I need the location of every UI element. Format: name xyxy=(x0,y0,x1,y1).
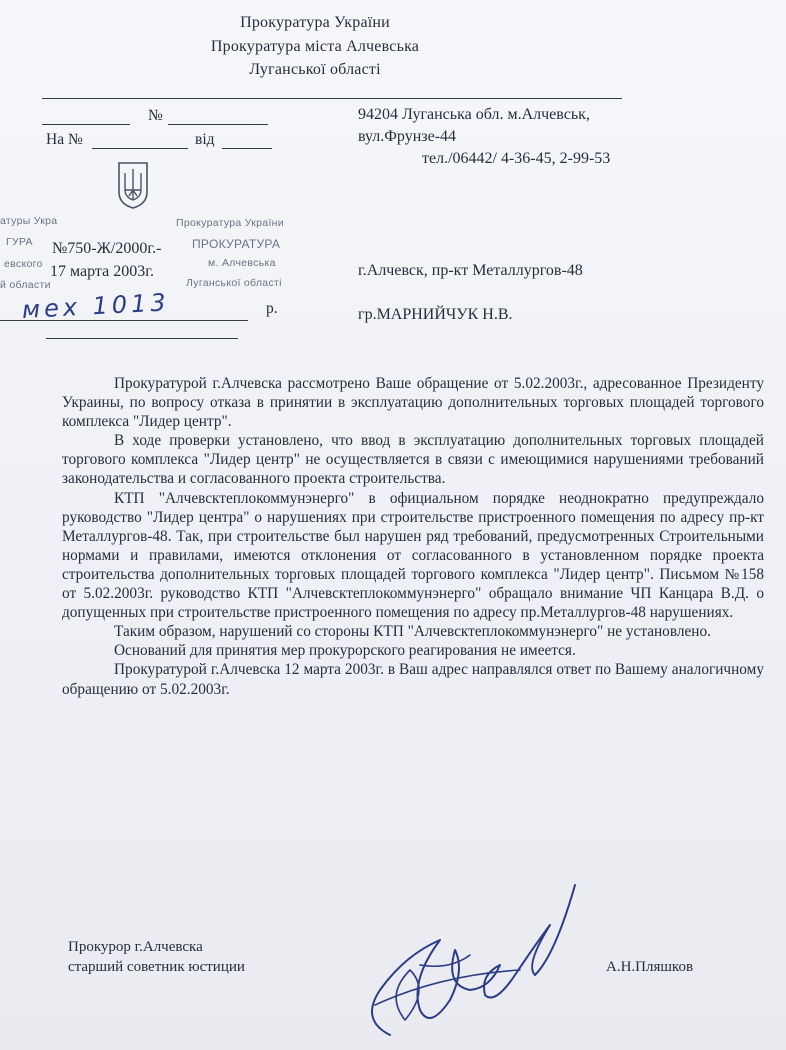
body-paragraph: Прокуратурой г.Алчевска 12 марта 2003г. в Ваш адрес направлялся ответ по Вашему аналогичному обращению от 5.02.2003г. xyxy=(62,661,764,698)
left-stamp-line-1: атуры Укра xyxy=(0,215,58,227)
outgoing-registration-number: №750-Ж/2000г.- xyxy=(52,240,162,257)
sender-phone: тел./06442/ 4-36-45, 2-99-53 xyxy=(422,150,611,167)
letterhead-divider xyxy=(42,98,622,99)
signatory-title-line-1: Прокурор г.Алчевска xyxy=(68,939,203,955)
letterhead-line-3: Луганської області xyxy=(249,61,381,78)
letter-body xyxy=(62,374,764,699)
sender-address-line-2: вул.Фрунзе-44 xyxy=(358,128,457,145)
recipient-name: гр.МАРНИЙЧУК Н.В. xyxy=(358,306,513,323)
outgoing-number-sign: № xyxy=(148,107,163,124)
coat-of-arms-icon xyxy=(116,160,150,210)
body-paragraph: Таким образом, нарушений со стороны КТП "Алчевсктеплокоммунэнерго" не установлено. xyxy=(114,623,711,641)
right-stamp-line-1: Прокуратура України xyxy=(176,217,284,229)
incoming-date-line xyxy=(222,148,272,149)
handwritten-signature-icon xyxy=(350,870,590,1045)
left-stamp-line-3: евского xyxy=(4,258,43,270)
right-stamp-line-2: ПРОКУРАТУРА xyxy=(192,237,281,251)
incoming-date-label: від xyxy=(195,131,215,148)
secondary-line xyxy=(46,338,238,339)
incoming-number-label: На № xyxy=(46,131,83,148)
body-paragraph: В ходе проверки установлено, что ввод в эксплуатацию дополнительных торговых площадей торгового комплекса "Лидер центр" не осуществляется в связи с имеющимися нарушениями требований законодательства и согласованного проекта строительства. xyxy=(62,432,764,488)
letterhead-line-1: Прокуратура України xyxy=(240,14,390,31)
left-stamp-line-2: ГУРА xyxy=(6,236,33,248)
body-paragraph: Оснований для принятия мер прокурорского реагирования не имеется. xyxy=(114,642,576,660)
signatory-name: А.Н.Пляшков xyxy=(606,959,694,975)
right-stamp-line-3: м. Алчевська xyxy=(208,257,276,269)
sender-address-line-1: 94204 Луганська обл. м.Алчевськ, xyxy=(358,106,590,123)
body-paragraph: КТП "Алчевсктеплокоммунэнерго" в официальном порядке неоднократно предупреждало руководство "Лидер центра" о нарушениях при строительстве пристроенного помещения по адресу пр-кт Металлургов-48. Так, при строительстве был нарушен ряд требований, предусмотренных Строительными нормами и правилами, имеются отклонения от согласованного в установленном порядке проекта строительства дополнительных торговых площадей торгового комплекса "Лидер центр". Письмом №158 от 5.02.2003г. руководство КТП "Алчевсктеплокоммунэнерго" обращало внимание ЧП Канцара В.Д. о допущенных при строительстве пристроенного помещения по адресу пр.Металлургов-48 нарушениях. xyxy=(62,489,764,622)
handwritten-registration-number: мех 1013 xyxy=(21,288,171,324)
handwritten-number-line xyxy=(0,320,248,321)
outgoing-registration-date: 17 марта 2003г. xyxy=(50,263,154,280)
body-paragraph: Прокуратурой г.Алчевска рассмотрено Ваше обращение от 5.02.2003г., адресованное Президенту Украины, по вопросу отказа в принятии в эксплуатацию дополнительных торговых площадей торгового комплекса "Лидер центр". xyxy=(62,375,764,431)
registration-suffix: р. xyxy=(266,300,278,317)
left-stamp-line-4: й области xyxy=(0,279,51,291)
right-stamp-line-4: Луганської області xyxy=(186,277,282,289)
recipient-address: г.Алчевск, пр-кт Металлургов-48 xyxy=(358,262,583,279)
outgoing-number-line xyxy=(168,124,268,125)
outgoing-number-blank xyxy=(42,124,130,125)
incoming-number-line xyxy=(92,148,188,149)
signatory-title-line-2: старший советник юстиции xyxy=(68,959,245,975)
letterhead-line-2: Прокуратура міста Алчевська xyxy=(210,38,420,55)
